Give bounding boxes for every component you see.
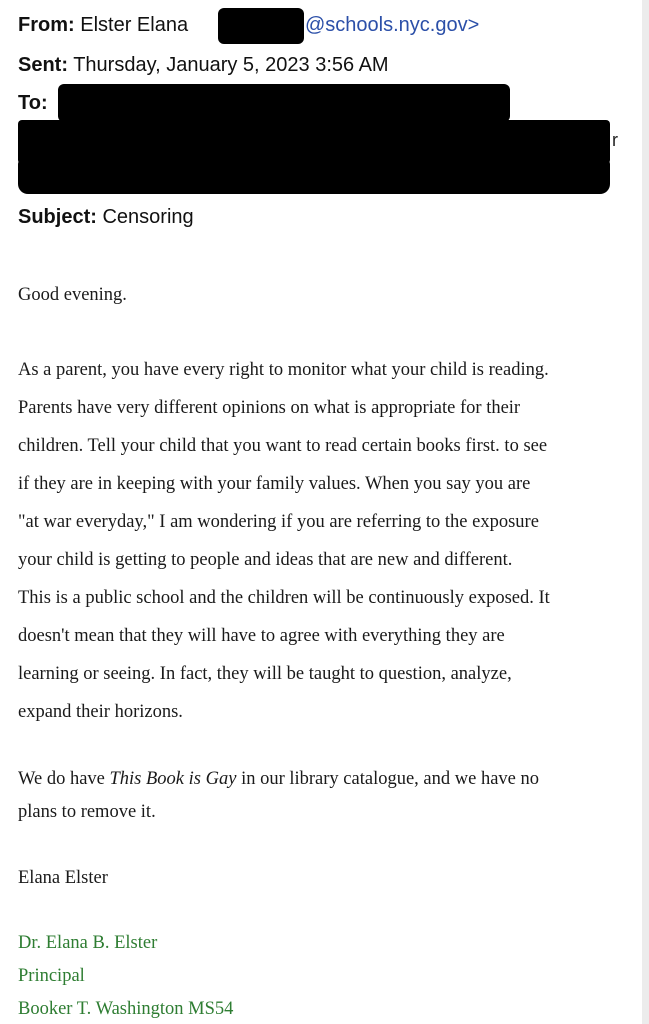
- body-line: This is a public school and the children will be continuously exposed. It: [18, 588, 550, 608]
- signoff: Elana Elster: [18, 868, 108, 888]
- sent-value: Thursday, January 5, 2023 3:56 AM: [73, 54, 389, 76]
- body-line: "at war everyday," I am wondering if you are referring to the exposure: [18, 512, 539, 532]
- redaction-to-recipients: [58, 84, 510, 122]
- body-line: expand their horizons.: [18, 702, 183, 722]
- subject-label: Subject:: [18, 206, 97, 228]
- to-label: To:: [18, 92, 48, 114]
- body-line: plans to remove it.: [18, 802, 156, 822]
- greeting: Good evening.: [18, 285, 127, 305]
- subject-line: [18, 206, 194, 229]
- sent-label: Sent:: [18, 54, 68, 76]
- body-line: learning or seeing. In fact, they will be taught to question, analyze,: [18, 664, 512, 684]
- page-edge: [642, 0, 649, 1024]
- from-line: [18, 14, 188, 37]
- to-line: [18, 92, 48, 115]
- stray-char: r: [612, 130, 618, 150]
- body-line: if they are in keeping with your family values. When you say you are: [18, 474, 531, 494]
- from-domain: @schools.nyc.gov>: [305, 14, 480, 36]
- redaction-from-address: [218, 8, 304, 44]
- signature-name: Dr. Elana B. Elster: [18, 933, 158, 953]
- sent-line: [18, 54, 389, 77]
- body-line: doesn't mean that they will have to agree with everything they are: [18, 626, 505, 646]
- body-line: your child is getting to people and ideas that are new and different.: [18, 550, 513, 570]
- subject-value: Censoring: [102, 206, 194, 228]
- redaction-cc-line-2: [18, 160, 610, 194]
- body-line: As a parent, you have every right to monitor what your child is reading.: [18, 360, 549, 380]
- book-title: This Book is Gay: [109, 769, 237, 789]
- signature-school: Booker T. Washington MS54: [18, 999, 234, 1019]
- redaction-cc-line: [18, 120, 610, 164]
- body-line: children. Tell your child that you want to read certain books first. to see: [18, 436, 548, 456]
- library-line-suffix: in our library catalogue, and we have no: [236, 769, 540, 789]
- library-line: [18, 769, 539, 790]
- from-name: Elster Elana: [80, 14, 189, 36]
- body-line: Parents have very different opinions on what is appropriate for their: [18, 398, 521, 418]
- signature-title: Principal: [18, 966, 85, 986]
- from-label: From:: [18, 14, 75, 36]
- library-line-prefix: We do have: [18, 769, 110, 789]
